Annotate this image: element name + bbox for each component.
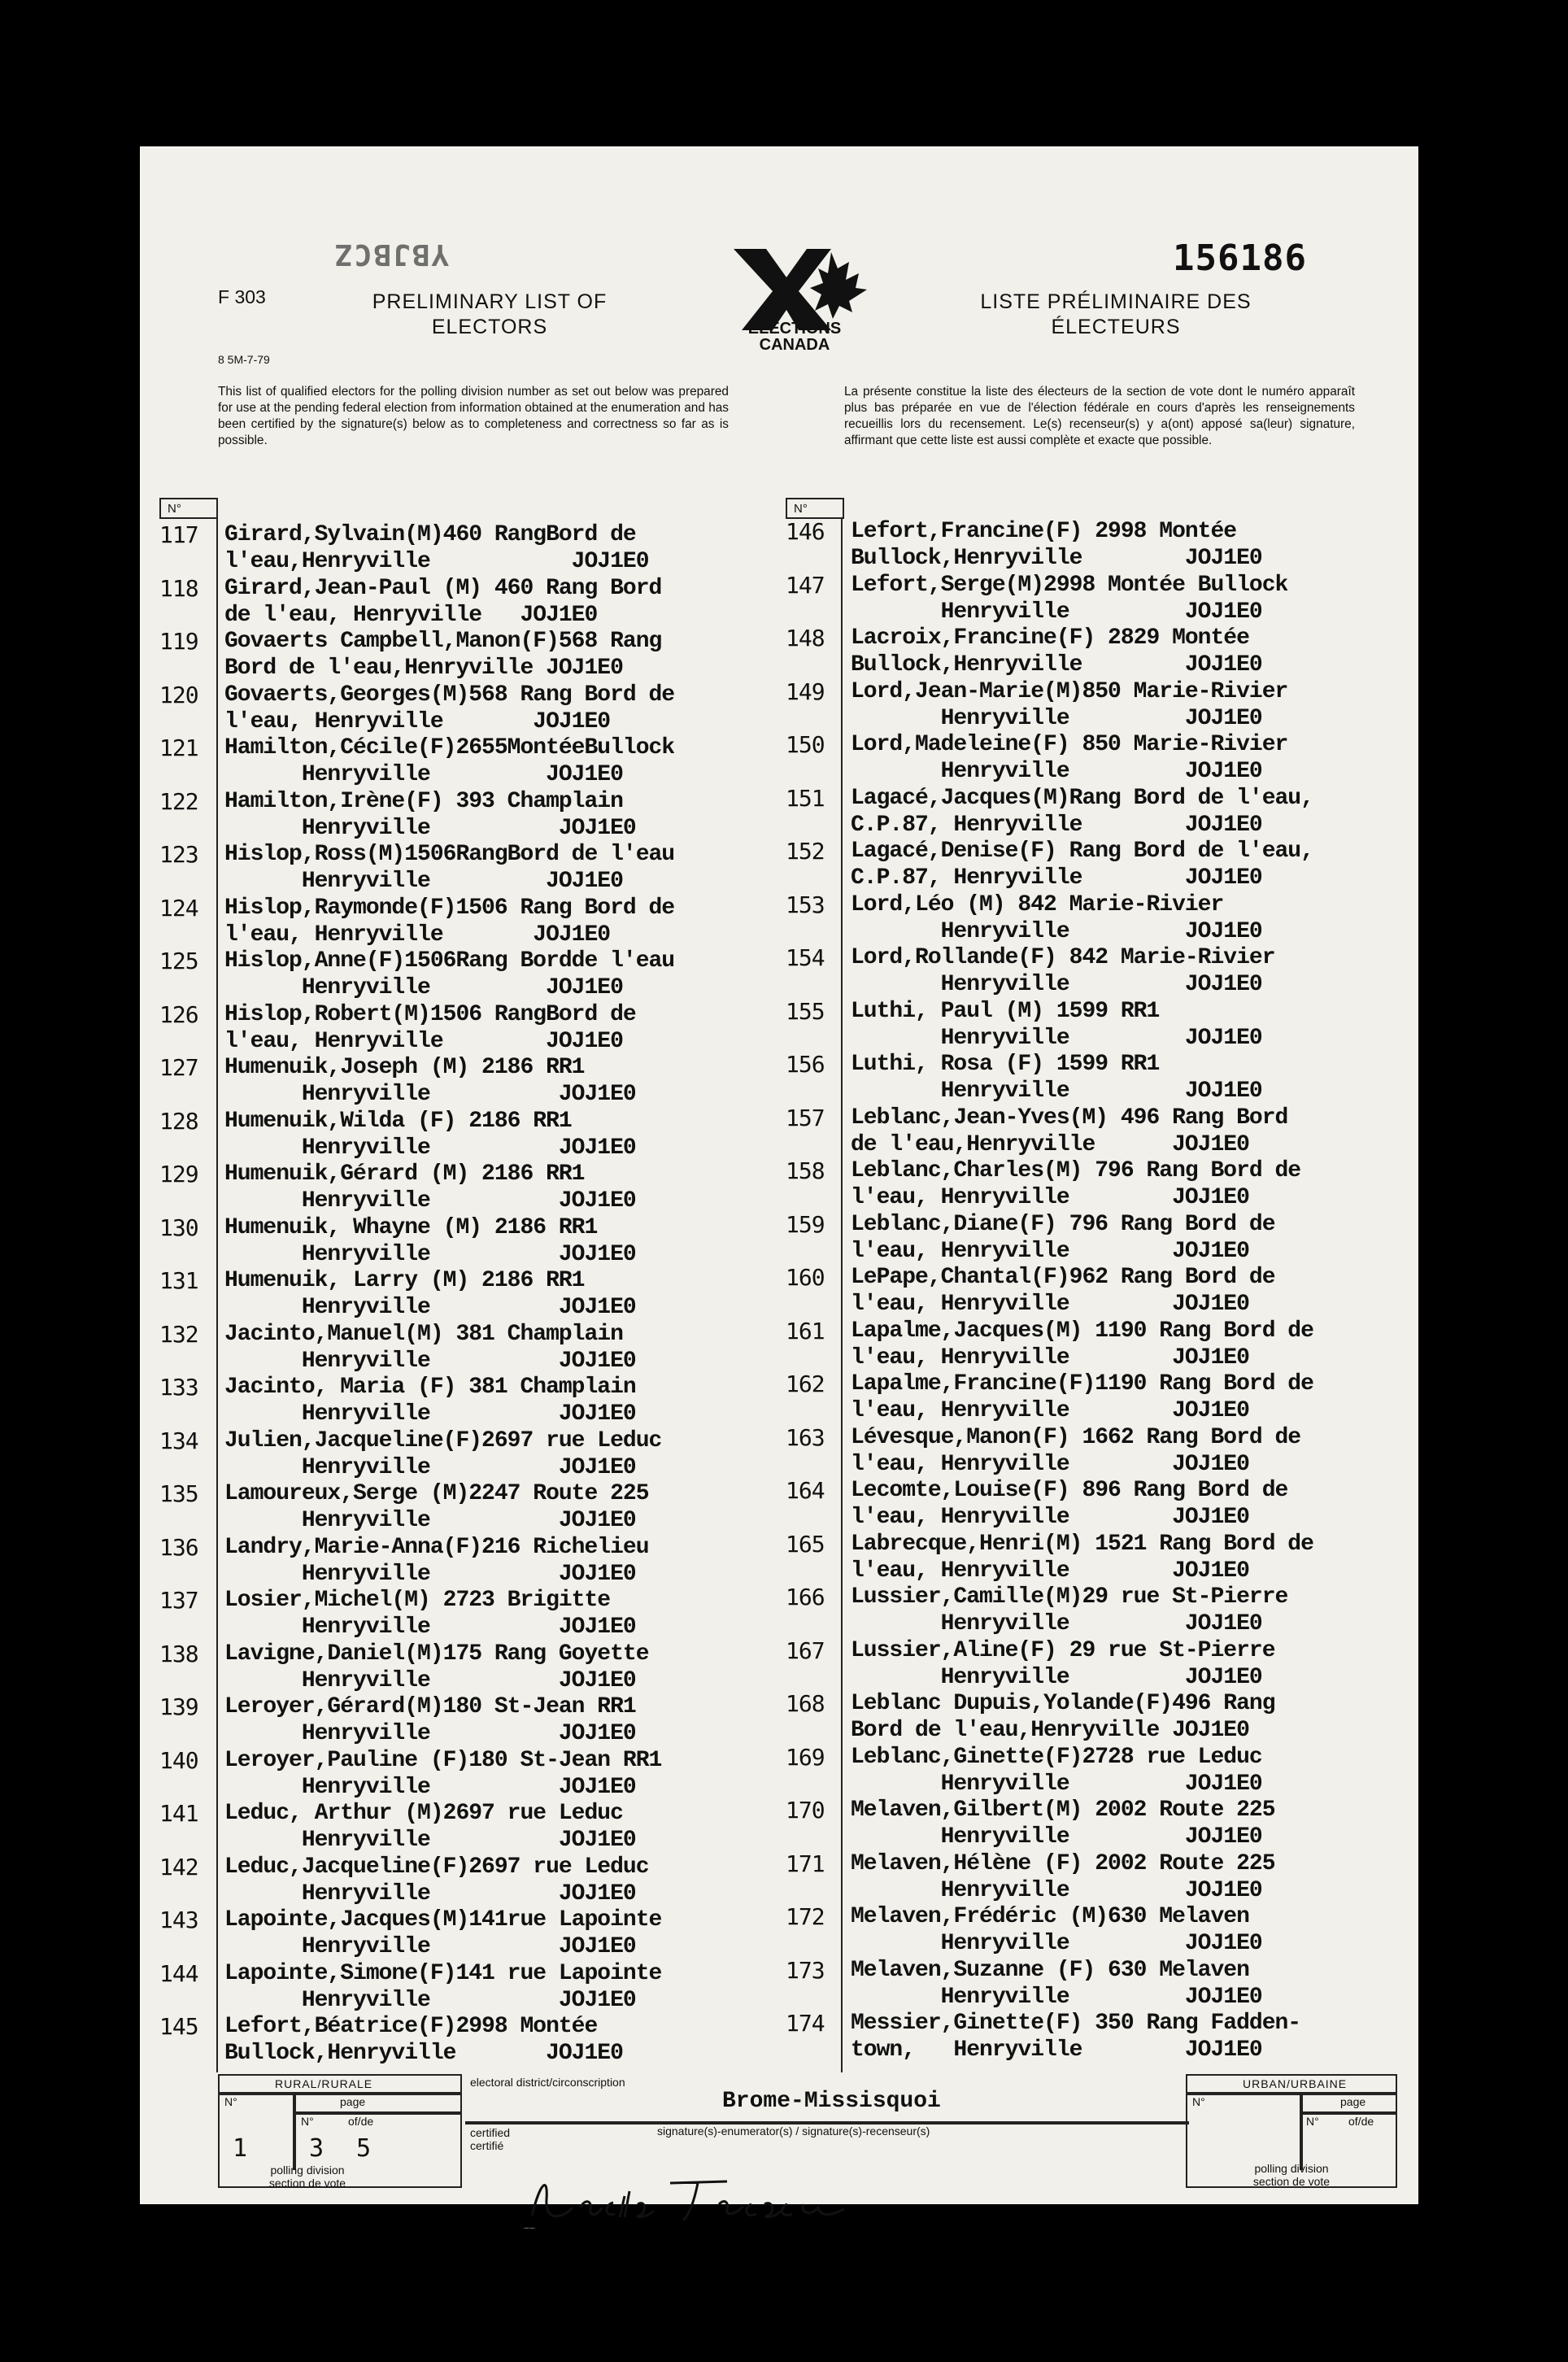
- entry-address-line: Henryville JOJ1E0: [851, 759, 1262, 784]
- entry-name-line: Lussier,Camille(M)29 rue St-Pierre: [851, 1584, 1288, 1610]
- entry-number: 138: [159, 1640, 198, 1667]
- entry-address-line: Henryville JOJ1E0: [851, 705, 1262, 731]
- entry-name-line: Girard,Sylvain(M)460 RangBord de: [224, 522, 636, 547]
- elector-entry: [159, 1055, 721, 1107]
- urban-polling-label: polling division section de vote: [1252, 2162, 1331, 2188]
- elector-entry: [159, 1428, 721, 1480]
- entry-number: 174: [786, 2010, 825, 2037]
- entry-name-line: Leduc,Jacqueline(F)2697 rue Leduc: [224, 1854, 649, 1880]
- entry-address-line: Henryville JOJ1E0: [851, 599, 1262, 625]
- elector-entry: [159, 576, 721, 628]
- entry-name-line: Humenuik, Larry (M) 2186 RR1: [224, 1268, 585, 1293]
- signature-label: signature(s)-enumerator(s) / signature(s)-recenseur(s): [657, 2124, 930, 2138]
- entry-address-line: Henryville JOJ1E0: [851, 1025, 1262, 1051]
- title-fr-line1: LISTE PRÉLIMINAIRE DES: [980, 290, 1252, 313]
- entry-address-line: l'eau, Henryville JOJ1E0: [851, 1558, 1249, 1584]
- entry-name-line: Leblanc,Diane(F) 796 Rang Bord de: [851, 1211, 1275, 1237]
- elector-entry: [786, 1638, 1347, 1690]
- entry-name-line: Losier,Michel(M) 2723 Brigitte: [224, 1588, 611, 1613]
- elector-entry: [786, 1158, 1347, 1210]
- entry-number: 151: [786, 784, 825, 812]
- entry-name-line: Jacinto, Maria (F) 381 Champlain: [224, 1375, 636, 1400]
- rural-label: RURAL/RURALE: [275, 2077, 373, 2090]
- elector-entry: [159, 896, 721, 948]
- elector-entry: [786, 1532, 1347, 1584]
- elector-entry: [159, 1854, 721, 1907]
- entry-name-line: Humenuik,Gérard (M) 2186 RR1: [224, 1161, 585, 1187]
- title-english: [343, 290, 636, 340]
- entry-name-line: Lord,Léo (M) 842 Marie-Rivier: [851, 891, 1224, 917]
- entry-name-line: Messier,Ginette(F) 350 Rang Fadden-: [851, 2011, 1301, 2036]
- serial-number: 156186: [1173, 238, 1307, 279]
- entry-address-line: Henryville JOJ1E0: [224, 869, 623, 894]
- elector-entry: [159, 1801, 721, 1853]
- entry-name-line: Lévesque,Manon(F) 1662 Rang Bord de: [851, 1424, 1301, 1450]
- elector-entry: [159, 1215, 721, 1267]
- elector-entry: [159, 1588, 721, 1640]
- entry-address-line: Henryville JOJ1E0: [851, 1931, 1262, 1956]
- elector-entry: [786, 2011, 1347, 2063]
- elector-entry: [786, 573, 1347, 625]
- entry-number: 143: [159, 1907, 198, 1933]
- entry-number: 168: [786, 1690, 825, 1717]
- rural-polling-label: polling division section de vote: [268, 2164, 346, 2190]
- entry-name-line: Leblanc Dupuis,Yolande(F)496 Rang: [851, 1691, 1275, 1716]
- entry-address-line: Henryville JOJ1E0: [224, 1667, 636, 1693]
- entry-number: 167: [786, 1636, 825, 1664]
- elector-entry: [159, 1002, 721, 1054]
- elector-entry: [159, 735, 721, 787]
- elector-entry: [786, 1425, 1347, 1477]
- elector-entry: [159, 1375, 721, 1427]
- elector-entry: [786, 945, 1347, 997]
- entry-address-line: l'eau, Henryville JOJ1E0: [851, 1451, 1249, 1477]
- entry-address-line: Henryville JOJ1E0: [224, 1880, 636, 1907]
- elector-entry: [159, 629, 721, 681]
- intro-french: La présente constitue la liste des électeurs de la section de vote dont le numéro apparaît plus bas préparée en vue de l'élection fédérale en cours d'après les renseignements recueillis lors du recensement. Le(s) recenseur(s) y a(ont) apposé sa(leur) signature, affirmant que cette liste est aussi complète et exacte que possible.: [844, 385, 1355, 447]
- entry-name-line: Hamilton,Irène(F) 393 Champlain: [224, 788, 623, 814]
- entry-name-line: Hislop,Raymonde(F)1506 Rang Bord de: [224, 895, 675, 921]
- entry-address-line: Henryville JOJ1E0: [851, 1664, 1262, 1690]
- form-date: 8 5M-7-79: [218, 353, 270, 366]
- entry-address-line: Henryville JOJ1E0: [224, 1561, 636, 1587]
- entry-name-line: Leblanc,Jean-Yves(M) 496 Rang Bord: [851, 1105, 1288, 1131]
- entry-number: 159: [786, 1210, 825, 1238]
- elector-entry: [786, 625, 1347, 678]
- entry-name-line: Jacinto,Manuel(M) 381 Champlain: [224, 1321, 623, 1347]
- entry-address-line: Henryville JOJ1E0: [224, 815, 636, 841]
- entry-number: 132: [159, 1320, 198, 1348]
- elector-entry: [786, 1584, 1347, 1636]
- entry-address-line: l'eau, Henryville JOJ1E0: [851, 1344, 1249, 1371]
- entry-name-line: Govaerts,Georges(M)568 Rang Bord de: [224, 682, 675, 708]
- entry-address-line: l'eau, Henryville JOJ1E0: [851, 1185, 1249, 1210]
- entry-name-line: Melaven,Frédéric (M)630 Melaven: [851, 1904, 1249, 1929]
- entry-number: 124: [159, 894, 198, 922]
- entry-name-line: Melaven,Gilbert(M) 2002 Route 225: [851, 1798, 1275, 1823]
- entry-address-line: l'eau, Henryville JOJ1E0: [851, 1505, 1249, 1530]
- entry-address-line: Henryville JOJ1E0: [851, 1984, 1262, 2010]
- rural-page-no-label: N°: [301, 2115, 314, 2128]
- entry-name-line: Leduc, Arthur (M)2697 rue Leduc: [224, 1801, 623, 1826]
- elector-list-sheet: [140, 146, 1418, 2229]
- entry-number: 144: [159, 1959, 198, 1987]
- entry-number: 157: [786, 1104, 825, 1131]
- entry-name-line: Leblanc,Charles(M) 796 Rang Bord de: [851, 1158, 1301, 1183]
- entry-number: 153: [786, 891, 825, 918]
- elector-entry: [159, 1641, 721, 1693]
- district-label: electoral district/circonscription: [470, 2076, 625, 2089]
- urban-page-label: page: [1340, 2095, 1366, 2108]
- urban-label: URBAN/URBAINE: [1243, 2077, 1348, 2090]
- entry-number: 162: [786, 1371, 825, 1397]
- entry-name-line: Lacroix,Francine(F) 2829 Montée: [851, 625, 1249, 651]
- entry-name-line: Melaven,Hélène (F) 2002 Route 225: [851, 1850, 1275, 1876]
- entry-address-line: Bullock,Henryville JOJ1E0: [851, 546, 1262, 571]
- rural-page-divider: [293, 2111, 462, 2115]
- logo-line1: ELECTIONS: [747, 320, 842, 338]
- entry-address-line: de l'eau, Henryville JOJ1E0: [224, 602, 598, 628]
- entry-number: 118: [159, 574, 198, 602]
- column-header-right: N°: [786, 498, 844, 519]
- elector-entry: [159, 1907, 721, 1959]
- elector-entry: [786, 1052, 1347, 1104]
- elector-entry: [786, 1105, 1347, 1157]
- entry-address-line: Henryville JOJ1E0: [224, 1454, 636, 1480]
- entry-number: 135: [159, 1480, 198, 1507]
- entry-name-line: Hislop,Ross(M)1506RangBord de l'eau: [224, 842, 675, 867]
- rural-col-divider: [293, 2092, 296, 2170]
- entry-name-line: Lecomte,Louise(F) 896 Rang Bord de: [851, 1478, 1288, 1503]
- entry-name-line: Leroyer,Pauline (F)180 St-Jean RR1: [224, 1747, 662, 1773]
- urban-no-label: N°: [1192, 2095, 1205, 2108]
- elector-entry: [786, 786, 1347, 838]
- entry-name-line: Julien,Jacqueline(F)2697 rue Leduc: [224, 1427, 662, 1453]
- entry-name-line: Lefort,Serge(M)2998 Montée Bullock: [851, 572, 1288, 598]
- elector-entry: [786, 1958, 1347, 2010]
- entry-address-line: Henryville JOJ1E0: [224, 1188, 636, 1214]
- elector-entry: [159, 1481, 721, 1533]
- entry-name-line: Melaven,Suzanne (F) 630 Melaven: [851, 1957, 1249, 1983]
- entry-number: 166: [786, 1584, 825, 1610]
- entry-address-line: Henryville JOJ1E0: [224, 1348, 636, 1374]
- entry-name-line: LePape,Chantal(F)962 Rang Bord de: [851, 1265, 1275, 1290]
- entry-address-line: Henryville JOJ1E0: [224, 1721, 636, 1746]
- entry-address-line: Henryville JOJ1E0: [224, 1508, 636, 1533]
- entry-number: 137: [159, 1587, 198, 1614]
- entry-number: 125: [159, 948, 198, 974]
- ink-stamp: YBJBCZ: [333, 238, 450, 271]
- entry-number: 173: [786, 1956, 825, 1984]
- entry-address-line: Henryville JOJ1E0: [851, 1079, 1262, 1104]
- entry-number: 142: [159, 1853, 198, 1880]
- entry-number: 163: [786, 1423, 825, 1451]
- entry-address-line: l'eau, Henryville JOJ1E0: [851, 1238, 1249, 1264]
- entry-number: 152: [786, 838, 825, 865]
- entry-name-line: Govaerts Campbell,Manon(F)568 Rang: [224, 629, 662, 654]
- elector-entry: [786, 999, 1347, 1051]
- entry-address-line: Henryville JOJ1E0: [224, 975, 623, 1000]
- entry-number: 147: [786, 571, 825, 599]
- entry-address-line: Henryville JOJ1E0: [224, 1615, 636, 1640]
- entry-address-line: l'eau, Henryville JOJ1E0: [851, 1398, 1249, 1423]
- district-name: Brome-Missisquoi: [722, 2089, 941, 2114]
- elector-entry: [159, 1961, 721, 2013]
- logo-line2: CANADA: [759, 336, 830, 354]
- elector-entry: [159, 842, 721, 894]
- entry-name-line: Lefort,Francine(F) 2998 Montée: [851, 519, 1237, 544]
- entry-address-line: Henryville JOJ1E0: [224, 1774, 636, 1800]
- elector-entry: [786, 1212, 1347, 1264]
- entry-name-line: Lord,Jean-Marie(M)850 Marie-Rivier: [851, 678, 1288, 704]
- entry-number: 171: [786, 1850, 825, 1877]
- entry-number: 149: [786, 678, 825, 705]
- entry-number: 119: [159, 628, 198, 655]
- entry-number: 129: [159, 1161, 198, 1188]
- entry-number: 148: [786, 625, 825, 652]
- entry-address-line: Henryville JOJ1E0: [224, 1934, 636, 1959]
- entry-number: 170: [786, 1797, 825, 1824]
- entry-number: 128: [159, 1107, 198, 1135]
- entry-name-line: Hislop,Anne(F)1506Rang Bordde l'eau: [224, 948, 675, 974]
- entry-number: 134: [159, 1427, 198, 1454]
- entry-number: 164: [786, 1477, 825, 1504]
- entry-address-line: Henryville JOJ1E0: [224, 1241, 636, 1267]
- title-en-line1: PRELIMINARY LIST OF: [372, 290, 608, 313]
- title-french: [953, 290, 1278, 340]
- urban-page-no-label: N°: [1306, 2115, 1319, 2128]
- entry-address-line: l'eau, Henryville JOJ1E0: [851, 1292, 1249, 1317]
- entry-number: 126: [159, 1000, 198, 1028]
- entry-address-line: Henryville JOJ1E0: [851, 1824, 1262, 1850]
- entry-number: 172: [786, 1903, 825, 1930]
- page-total: 5: [356, 2134, 372, 2163]
- enumerator-signature: [524, 2167, 865, 2232]
- entry-address-line: Henryville JOJ1E0: [224, 1828, 636, 1853]
- elector-entry: [159, 522, 721, 574]
- elector-entry: [786, 1265, 1347, 1317]
- entry-address-line: Henryville JOJ1E0: [851, 1611, 1262, 1636]
- entry-number: 156: [786, 1051, 825, 1078]
- elector-entry: [159, 1109, 721, 1161]
- entry-name-line: Humenuik,Joseph (M) 2186 RR1: [224, 1055, 585, 1080]
- entry-address-line: town, Henryville JOJ1E0: [851, 2037, 1262, 2063]
- elector-entry: [159, 1694, 721, 1746]
- entry-address-line: l'eau, Henryville JOJ1E0: [224, 1028, 623, 1054]
- entry-address-line: l'eau, Henryville JOJ1E0: [224, 708, 611, 734]
- entry-address-line: Bord de l'eau,Henryville JOJ1E0: [851, 1718, 1249, 1743]
- entry-address-line: Bord de l'eau,Henryville JOJ1E0: [224, 656, 623, 681]
- entry-number: 136: [159, 1533, 198, 1561]
- entry-name-line: Humenuik, Whayne (M) 2186 RR1: [224, 1214, 598, 1240]
- entry-address-line: C.P.87, Henryville JOJ1E0: [851, 865, 1262, 891]
- entry-number: 122: [159, 787, 198, 815]
- entry-name-line: Girard,Jean-Paul (M) 460 Rang Bord: [224, 575, 662, 601]
- elector-entry: [786, 1691, 1347, 1743]
- elector-entry: [159, 682, 721, 734]
- entry-number: 131: [159, 1267, 198, 1294]
- entry-name-line: Luthi, Rosa (F) 1599 RR1: [851, 1052, 1160, 1077]
- entry-number: 130: [159, 1214, 198, 1241]
- entry-number: 120: [159, 681, 198, 708]
- intro-english: This list of qualified electors for the polling division number as set out below was prepared for use at the pending federal election from information obtained at the enumeration and has been certified by the signature(s) below as to completeness and correctness so far as is possible.: [218, 385, 730, 447]
- entry-number: 121: [159, 734, 198, 761]
- entry-name-line: Lefort,Béatrice(F)2998 Montée: [224, 2014, 598, 2039]
- entry-number: 160: [786, 1264, 825, 1291]
- entry-number: 146: [786, 518, 825, 545]
- entry-number: 133: [159, 1374, 198, 1401]
- elector-entry: [786, 1318, 1347, 1371]
- elector-entry: [786, 1904, 1347, 1956]
- entry-address-line: Henryville JOJ1E0: [851, 918, 1262, 944]
- entry-address-line: Henryville JOJ1E0: [851, 1877, 1262, 1903]
- entry-number: 117: [159, 521, 198, 548]
- entry-address-line: C.P.87, Henryville JOJ1E0: [851, 812, 1262, 838]
- title-en-line2: ELECTORS: [431, 316, 548, 338]
- entry-name-line: Lavigne,Daniel(M)175 Rang Goyette: [224, 1641, 649, 1667]
- entry-address-line: Henryville JOJ1E0: [224, 1135, 636, 1161]
- urban-col-divider: [1300, 2092, 1303, 2170]
- entry-number: 123: [159, 841, 198, 868]
- entry-name-line: Lapointe,Jacques(M)141rue Lapointe: [224, 1907, 662, 1933]
- elector-entry: [159, 1535, 721, 1587]
- entry-number: 158: [786, 1157, 825, 1184]
- entry-address-line: Henryville JOJ1E0: [224, 1987, 636, 2013]
- entry-name-line: Lord,Rollande(F) 842 Marie-Rivier: [851, 945, 1275, 970]
- entry-address-line: l'eau, Henryville JOJ1E0: [224, 922, 611, 948]
- elector-entry: [786, 1851, 1347, 1903]
- elector-entry: [786, 679, 1347, 731]
- entry-number: 127: [159, 1054, 198, 1081]
- entry-number: 150: [786, 731, 825, 758]
- entry-address-line: Henryville JOJ1E0: [224, 1295, 636, 1320]
- entry-name-line: Lapointe,Simone(F)141 rue Lapointe: [224, 1960, 662, 1986]
- entry-address-line: Henryville JOJ1E0: [851, 1771, 1262, 1797]
- elector-entry: [159, 1748, 721, 1800]
- entry-name-line: Humenuik,Wilda (F) 2186 RR1: [224, 1108, 572, 1134]
- entry-number: 140: [159, 1746, 198, 1774]
- entry-name-line: Lamoureux,Serge (M)2247 Route 225: [224, 1481, 649, 1506]
- logo-wordmark: [701, 320, 888, 353]
- elector-entry: [159, 789, 721, 841]
- entry-name-line: Lapalme,Francine(F)1190 Rang Bord de: [851, 1371, 1313, 1397]
- entry-number: 165: [786, 1530, 825, 1558]
- entry-name-line: Landry,Marie-Anna(F)216 Richelieu: [224, 1534, 649, 1560]
- entry-name-line: Leblanc,Ginette(F)2728 rue Leduc: [851, 1744, 1262, 1770]
- entry-address-line: Henryville JOJ1E0: [851, 972, 1262, 997]
- rural-no-label: N°: [224, 2095, 237, 2108]
- entry-address-line: de l'eau,Henryville JOJ1E0: [851, 1131, 1249, 1157]
- entry-name-line: Labrecque,Henri(M) 1521 Rang Bord de: [851, 1531, 1313, 1557]
- entry-name-line: Lagacé,Denise(F) Rang Bord de l'eau,: [851, 839, 1313, 864]
- entry-address-line: Bullock,Henryville JOJ1E0: [224, 2041, 623, 2066]
- elector-entry: [786, 1478, 1347, 1530]
- entry-name-line: Hislop,Robert(M)1506 RangBord de: [224, 1001, 636, 1027]
- entry-address-line: l'eau,Henryville JOJ1E0: [224, 549, 649, 574]
- rural-number: 1: [233, 2134, 248, 2163]
- elector-entry: [786, 839, 1347, 891]
- page-number: 3: [309, 2134, 324, 2163]
- elector-entry: [786, 1371, 1347, 1423]
- title-fr-line2: ÉLECTEURS: [1051, 316, 1181, 338]
- signature-text: Lucille Trudeau: [524, 2228, 535, 2229]
- entry-number: 145: [159, 2013, 198, 2040]
- elector-entry: [159, 1322, 721, 1374]
- entry-number: 141: [159, 1800, 198, 1827]
- rural-of-label: of/de: [348, 2115, 374, 2128]
- entry-name-line: Lussier,Aline(F) 29 rue St-Pierre: [851, 1637, 1275, 1663]
- form-number: F 303: [218, 286, 266, 307]
- entry-address-line: Henryville JOJ1E0: [224, 1082, 636, 1107]
- entry-number: 139: [159, 1693, 198, 1720]
- elector-entry: [786, 1798, 1347, 1850]
- entry-address-line: Henryville JOJ1E0: [224, 1401, 636, 1427]
- entry-name-line: Lagacé,Jacques(M)Rang Bord de l'eau,: [851, 785, 1313, 811]
- entry-address-line: Bullock,Henryville JOJ1E0: [851, 652, 1262, 678]
- entry-name-line: Luthi, Paul (M) 1599 RR1: [851, 998, 1160, 1024]
- certified-label: certified certifié: [470, 2126, 511, 2152]
- elector-entry: [786, 519, 1347, 571]
- entry-number: 161: [786, 1317, 825, 1344]
- entry-number: 169: [786, 1743, 825, 1771]
- entry-name-line: Lord,Madeleine(F) 850 Marie-Rivier: [851, 732, 1288, 757]
- elector-entry: [786, 732, 1347, 784]
- urban-of-label: of/de: [1348, 2115, 1374, 2128]
- elector-entry: [159, 1268, 721, 1320]
- entry-name-line: Hamilton,Cécile(F)2655MontéeBullock: [224, 735, 675, 760]
- entry-number: 154: [786, 944, 825, 971]
- elector-entry: [159, 2014, 721, 2066]
- rural-page-label: page: [340, 2095, 366, 2108]
- entry-number: 155: [786, 997, 825, 1025]
- entry-name-line: Lapalme,Jacques(M) 1190 Rang Bord de: [851, 1318, 1313, 1344]
- column-header-left: N°: [159, 498, 218, 519]
- elector-entry: [786, 892, 1347, 944]
- entry-name-line: Leroyer,Gérard(M)180 St-Jean RR1: [224, 1694, 636, 1719]
- elector-entry: [159, 948, 721, 1000]
- elector-entry: [786, 1745, 1347, 1797]
- entry-address-line: Henryville JOJ1E0: [224, 762, 623, 787]
- elector-entry: [159, 1161, 721, 1214]
